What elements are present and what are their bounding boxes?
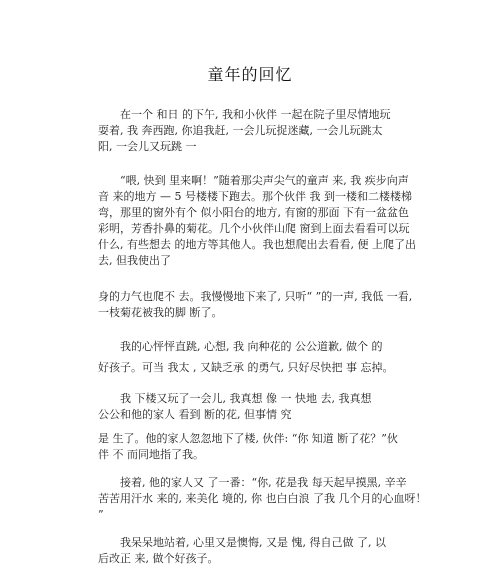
text-line: 弯，那里的窗外有个 似小阳台的地方, 有窗的那面 下有一盆盆色 [98, 206, 409, 219]
text-line: 苦苦用汗水 来的, 来美化 境的, 你 也白白浪 了我 几个月的心血呀！ [98, 492, 427, 505]
text-line: 是 生了。他的家人忽忽地下了楼, 伙伴: “你 知道 断了花？”伙 [98, 432, 398, 445]
text-line: 公公和他的家人 看到 断的花, 但事情 究 [98, 408, 292, 421]
text-line: 好孩子。可当 我太 , 又缺乏承 的勇气, 只好尽快把 事 忘掉。 [98, 361, 394, 374]
text-line: 接着, 他的家人又 了一番：“你, 花是我 每天起早摸黑, 辛辛 [120, 476, 407, 489]
document-title: 童年的回忆 [207, 65, 293, 84]
text-line: 我呆呆地站着, 心里又是懊悔, 又是 愧, 得自己做 了, 以 [120, 536, 386, 549]
text-line: 耍着, 我 奔西跑, 你追我赶, 一会儿玩捉迷藏, 一会儿玩跳太 [98, 124, 383, 137]
text-line: 一枝菊花被我的脚 断了。 [98, 306, 223, 319]
text-line: 我 下楼又玩了一会儿, 我真想 像 一 快地 去, 我真想 [120, 392, 372, 405]
text-line: 伴 不 而同地指了我。 [98, 448, 204, 461]
text-line: 去, 但我使出了 [98, 254, 171, 267]
text-line: ” [98, 508, 104, 521]
text-line: 我的心怦怦直跳, 心想, 我 向种花的 公公道歉, 做个 的 [120, 340, 383, 353]
text-line: 阳, 一会儿又玩跳 一 [98, 140, 197, 153]
text-line: “喂, 快到 里来啊！”随着那尖声尖气的童声 来, 我 疾步向声 [120, 174, 409, 187]
text-line: 身的力气也爬不 去。我慢慢地下来了, 只听“ ”的一声, 我低 一看, [98, 290, 413, 303]
text-line: 后改正 来, 做个好孩子。 [98, 552, 219, 565]
text-line: 在一个 和日 的下午, 我和小伙伴 一起在院子里尽情地玩 [120, 108, 391, 121]
text-line: 彩明，芳香扑鼻的菊花。几个小伙伴山爬 窗到上面去看看可以玩 [98, 222, 410, 235]
text-line: 什么, 有些想去 的地方等其他人。我也想爬出去看看, 便 上爬了出 [98, 238, 416, 251]
text-line: 音 来的地方 — 5 号楼楼下跑去。那个伙伴 我 到一楼和二楼楼梯 [98, 190, 412, 203]
